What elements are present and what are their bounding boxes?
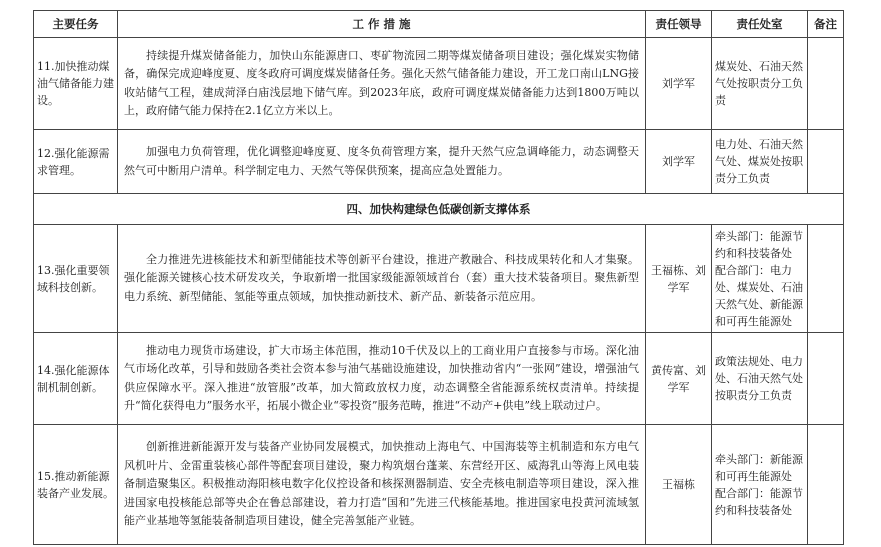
task-cell: 12.强化能源需求管理。 [34, 130, 118, 194]
measure-cell: 持续提升煤炭储备能力，加快山东能源唐口、枣矿物流园二期等煤炭储备项目建设；强化煤炭实物储备，确保完成迎峰度夏、度冬政府可调度煤炭储备任务。强化天然气储备能力建设，开工龙口南山LNG接收站储气工程，建成菏泽白庙浅层地下储气库。到2023年底，政府可调度煤炭储备能力达到1800万吨以上，政府储气能力保持在2.1亿立方米以上。 [118, 38, 646, 130]
measure-cell: 创新推进新能源开发与装备产业协同发展模式，加快推动上海电气、中国海装等主机制造和东方电气风机叶片、金雷重装核心部件等配套项目建设，聚力构筑烟台蓬莱、东营经开区、威海乳山等海上风电装备制造聚集区。积极推动海阳核电数字化仪控设备和核探测器制造、安全壳核电制造等项目建设，深入推进国家电投核能总部等央企在鲁总部建设，着力打造“国和”先进三代核能基地。推进国家电投黄河流域氢能产业基地等氢能装备制造项目建设，健全完善氢能产业链。 [118, 425, 646, 545]
leader-cell: 刘学军 [646, 130, 712, 194]
office-lead-dept: 牵头部门：能源节约和科技装备处 [715, 229, 803, 260]
leader-cell: 王福栋 [646, 425, 712, 545]
note-cell [808, 130, 844, 194]
table-row [34, 425, 844, 545]
note-cell [808, 38, 844, 130]
measure-cell: 推动电力现货市场建设，扩大市场主体范围，推动10千伏及以上的工商业用户直接参与市场。深化油气市场化改革，引导和鼓励各类社会资本参与油气基础设施建设，加快推动省内“一张网”建设，增强油气供应保障水平。深入推进“放管服”改革，加大简政放权力度，动态调整全省能源系统权责清单。持续提升“简化获得电力”服务水平，拓展小微企业“零投资”服务范畴，推进“不动产+供电”线上联动过户。 [118, 333, 646, 425]
task-cell: 14.强化能源体制机制创新。 [34, 333, 118, 425]
note-cell [808, 225, 844, 333]
section-row [34, 194, 844, 225]
leader-cell: 王福栋、刘学军 [646, 225, 712, 333]
header-measure: 工 作 措 施 [118, 11, 646, 38]
table-row [34, 130, 844, 194]
office-cell [712, 225, 808, 333]
note-cell [808, 333, 844, 425]
table-row [34, 333, 844, 425]
office-cell: 煤炭处、石油天然气处按职责分工负责 [712, 38, 808, 130]
office-support-dept: 配合部门：电力处、煤炭处、石油天然气处、新能源和可再生能源处 [715, 263, 803, 328]
office-cell [712, 333, 808, 425]
page-content [33, 10, 844, 545]
office-cell: 电力处、石油天然气处、煤炭处按职责分工负责 [712, 130, 808, 194]
office-support-dept: 配合部门：能源节约和科技装备处 [715, 486, 803, 517]
office-cell [712, 425, 808, 545]
note-cell [808, 425, 844, 545]
task-table [33, 10, 844, 545]
leader-cell: 黄传富、刘学军 [646, 333, 712, 425]
task-cell: 11.加快推动煤油气储备能力建设。 [34, 38, 118, 130]
measure-cell: 加强电力负荷管理，优化调整迎峰度夏、度冬负荷管理方案，提升天然气应急调峰能力，动态调整天然气可中断用户清单。科学制定电力、天然气等保供预案，提高应急处置能力。 [118, 130, 646, 194]
table-row [34, 38, 844, 130]
task-cell: 13.强化重要领域科技创新。 [34, 225, 118, 333]
header-note: 备注 [808, 11, 844, 38]
header-row [34, 11, 844, 38]
table-row [34, 225, 844, 333]
task-cell: 15.推动新能源装备产业发展。 [34, 425, 118, 545]
header-leader: 责任领导 [646, 11, 712, 38]
measure-cell: 全力推进先进核能技术和新型储能技术等创新平台建设，推进产教融合、科技成果转化和人才集聚。强化能源关键核心技术研发攻关，争取新增一批国家级能源领域首台（套）重大技术装备项目。聚焦新型电力系统、新型储能、氢能等重点领域，加快推动新技术、新产品、新装备示范应用。 [118, 225, 646, 333]
leader-cell: 刘学军 [646, 38, 712, 130]
office-lead-dept: 牵头部门：新能源和可再生能源处 [715, 452, 803, 483]
section-title: 四、加快构建绿色低碳创新支撑体系 [34, 194, 844, 225]
office-dept: 政策法规处、电力处、石油天然气处按职责分工负责 [715, 355, 803, 402]
header-office: 责任处室 [712, 11, 808, 38]
header-task: 主要任务 [34, 11, 118, 38]
